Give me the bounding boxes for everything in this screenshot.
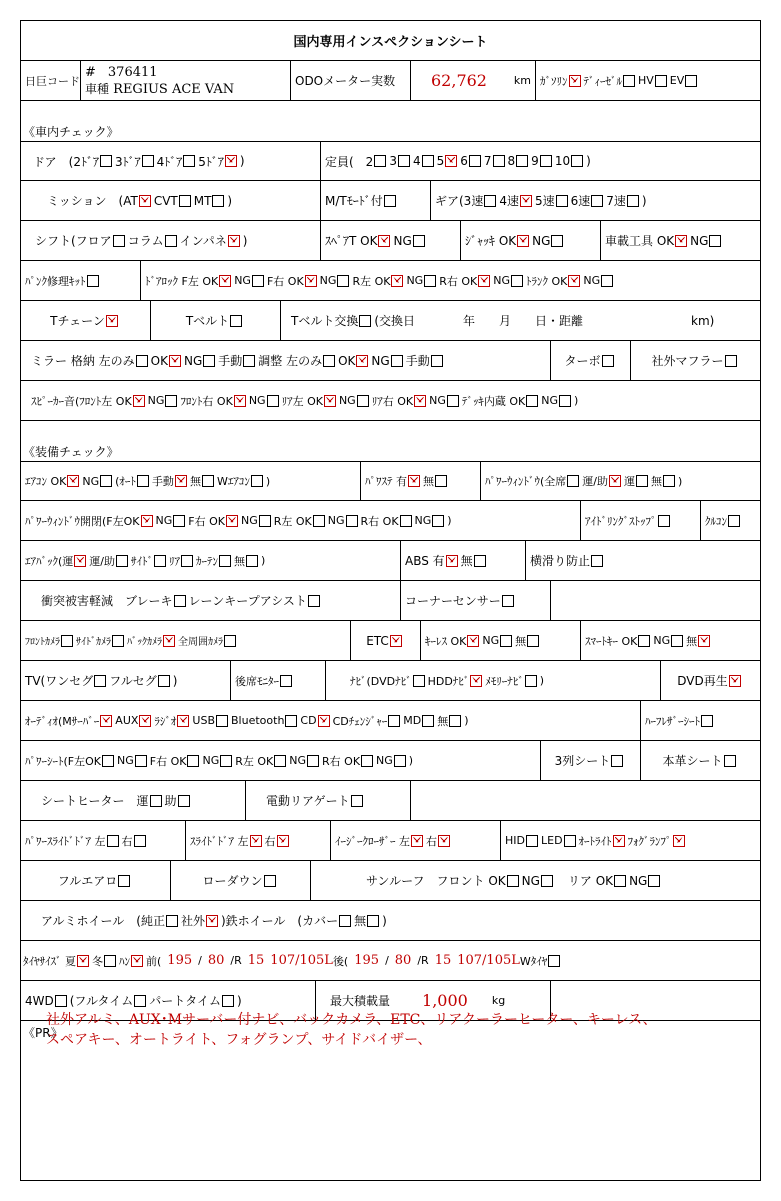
checkbox[interactable] (520, 195, 532, 207)
max-load-value: 1,000 (422, 991, 468, 1010)
checkbox[interactable] (277, 835, 289, 847)
checkbox[interactable] (602, 355, 614, 367)
checkbox[interactable] (591, 195, 603, 207)
checkbox[interactable] (339, 915, 351, 927)
page-title: 国内専用インスペクションシート (293, 35, 488, 50)
checkbox[interactable] (356, 355, 368, 367)
tyre-front-size: 195 (167, 953, 193, 968)
checkbox[interactable] (384, 195, 396, 207)
checkbox[interactable] (422, 715, 434, 727)
checkbox[interactable] (337, 275, 349, 287)
checkbox[interactable] (446, 555, 458, 567)
checkbox[interactable] (219, 555, 231, 567)
slide-row (21, 821, 760, 861)
checkbox[interactable] (527, 635, 539, 647)
fuel-hv-label: HV (638, 74, 654, 87)
checkbox[interactable] (541, 875, 553, 887)
tyre-rear-r: 15 (434, 953, 452, 968)
checkbox[interactable] (390, 635, 402, 647)
checkbox[interactable] (671, 635, 683, 647)
checkbox[interactable] (150, 795, 162, 807)
checkbox[interactable] (556, 195, 568, 207)
checkbox[interactable] (422, 155, 434, 167)
form-cell: ABS 有 無 (401, 541, 526, 580)
checkbox[interactable] (206, 915, 218, 927)
checkbox[interactable] (636, 475, 648, 487)
checkbox[interactable] (307, 755, 319, 767)
checkbox[interactable] (367, 915, 379, 927)
checkbox[interactable] (173, 515, 185, 527)
checkbox[interactable] (378, 235, 390, 247)
form-cell: 本革シート (641, 741, 760, 780)
form-cell: ﾊﾟﾜｰｽﾗｲﾄﾞﾄﾞｱ 左 右 (21, 821, 186, 860)
odo-unit: km (513, 74, 531, 87)
checkbox[interactable] (134, 835, 146, 847)
checkbox[interactable] (308, 595, 320, 607)
checkbox[interactable] (567, 475, 579, 487)
checkbox[interactable] (134, 995, 146, 1007)
checkbox[interactable] (424, 275, 436, 287)
form-cell: ドア (2ﾄﾞｱ 3ﾄﾞｱ 4ﾄﾞｱ 5ﾄﾞｱ ) (21, 142, 321, 180)
checkbox[interactable] (107, 835, 119, 847)
checkbox[interactable] (400, 515, 412, 527)
form-cell: シフト(フロア コラム インパネ ) (21, 221, 321, 260)
form-cell: ﾅﾋﾞ(DVDﾅﾋﾞ HDDﾅﾋﾞ ﾒﾓﾘｰﾅﾋﾞ ) (326, 661, 661, 700)
checkbox[interactable] (174, 595, 186, 607)
checkbox[interactable] (571, 155, 583, 167)
checkbox[interactable] (135, 755, 147, 767)
heater-row (21, 781, 760, 821)
checkbox[interactable] (318, 715, 330, 727)
form-cell: ｽﾏｰﾄｷｰ OK NG 無 (581, 621, 760, 660)
checkbox[interactable] (413, 235, 425, 247)
checkbox[interactable] (323, 355, 335, 367)
checkbox[interactable] (285, 715, 297, 727)
checkbox[interactable] (638, 635, 650, 647)
form-cell: コーナーセンサー (401, 581, 551, 620)
checkbox[interactable] (220, 755, 232, 767)
checkbox[interactable] (609, 475, 621, 487)
checkbox[interactable] (374, 155, 386, 167)
checkbox[interactable] (627, 195, 639, 207)
audio-row (21, 701, 760, 741)
checkbox[interactable] (484, 195, 496, 207)
checkbox[interactable] (139, 715, 151, 727)
checkbox[interactable] (74, 555, 86, 567)
form-cell: Tベルト交換 (交換日 年 月 日・距離 km) (291, 314, 715, 328)
checkbox[interactable] (212, 195, 224, 207)
checkbox[interactable] (663, 475, 675, 487)
checkbox[interactable] (177, 715, 189, 727)
header-row (21, 61, 760, 101)
form-cell: ギア(3速 4速 5速 6速 7速 ) (435, 193, 647, 208)
checkbox[interactable] (564, 835, 576, 847)
checkbox[interactable] (432, 515, 444, 527)
stock-number: 376411 (107, 64, 158, 80)
form-cell: ｼﾞｬｯｷ OK NG (461, 221, 601, 260)
checkbox[interactable] (540, 155, 552, 167)
form-cell (551, 581, 760, 620)
checkbox[interactable] (163, 635, 175, 647)
checkbox[interactable] (559, 395, 571, 407)
checkbox[interactable] (280, 675, 292, 687)
form-cell: Tベルト (151, 301, 281, 340)
checkbox[interactable] (67, 475, 79, 487)
form-cell: ｷｰﾚｽ OK NG 無 (421, 621, 581, 660)
tyre-front-r: 15 (247, 953, 265, 968)
form-cell: ターボ (551, 341, 631, 380)
checkbox[interactable] (724, 755, 736, 767)
form-cell: ﾊﾟﾜｽﾃ 有 無 (361, 462, 481, 500)
model-label: 車種 (85, 81, 110, 96)
checkbox[interactable] (112, 635, 124, 647)
checkbox[interactable] (61, 635, 73, 647)
checkbox[interactable] (391, 355, 403, 367)
checkbox[interactable] (222, 995, 234, 1007)
form-cell: ﾌﾛﾝﾄｶﾒﾗ ｻｲﾄﾞｶﾒﾗ ﾊﾞｯｸｶﾒﾗ 全周囲ｶﾒﾗ (21, 621, 351, 660)
checkbox[interactable] (601, 275, 613, 287)
checkbox[interactable] (511, 275, 523, 287)
shift-row (21, 221, 760, 261)
form-cell: ｱｲﾄﾞﾘﾝｸﾞｽﾄｯﾌﾟ (581, 501, 701, 540)
checkbox[interactable] (398, 155, 410, 167)
form-cell: フルエアロ (21, 861, 171, 900)
checkbox[interactable] (100, 715, 112, 727)
checkbox[interactable] (675, 235, 687, 247)
checkbox[interactable] (445, 155, 457, 167)
checkbox[interactable] (526, 835, 538, 847)
aero-row (21, 861, 760, 901)
checkbox[interactable] (729, 675, 741, 687)
form-cell: ｽﾗｲﾄﾞﾄﾞｱ 左 右 (186, 821, 331, 860)
checkbox[interactable] (154, 555, 166, 567)
checkbox[interactable] (701, 715, 713, 727)
checkbox[interactable] (118, 875, 130, 887)
odo-cell (411, 61, 536, 100)
odo-label: ODOメーター実数 (291, 61, 411, 100)
checkbox[interactable] (100, 155, 112, 167)
checkbox[interactable] (613, 835, 625, 847)
max-load-label: 最大積載量 (330, 994, 391, 1008)
form-cell: 社外マフラー (631, 341, 760, 380)
mission-row (21, 181, 760, 221)
form-cell: 3列シート (541, 741, 641, 780)
checkbox[interactable] (551, 235, 563, 247)
checkbox[interactable] (493, 155, 505, 167)
form-cell: ｵｰﾃﾞｨｵ(Mｻｰﾊﾞｰ AUX ﾗｼﾞｵ USB Bluetooth CD CDﾁｪﾝｼﾞｬｰ MD 無 ) (21, 701, 641, 740)
checkbox[interactable] (438, 835, 450, 847)
checkbox[interactable] (324, 395, 336, 407)
checkbox[interactable] (165, 395, 177, 407)
checkbox[interactable] (431, 355, 443, 367)
form-cell: ﾊﾟﾝｸ修理ｷｯﾄ (21, 261, 141, 300)
checkbox[interactable] (203, 355, 215, 367)
tyre-rear-size: 195 (354, 953, 380, 968)
wheel-row (21, 901, 760, 941)
checkbox[interactable] (166, 915, 178, 927)
pr-label: 《PR》 (23, 1026, 63, 1040)
checkbox[interactable] (474, 555, 486, 567)
code-label: 日巨コード (21, 61, 81, 100)
checkbox[interactable] (246, 555, 258, 567)
checkbox[interactable] (467, 635, 479, 647)
form-cell: HID LED ｵｰﾄﾗｲﾄ ﾌｫｸﾞﾗﾝﾌﾟ (501, 821, 760, 860)
checkbox[interactable] (264, 875, 276, 887)
checkbox[interactable] (611, 755, 623, 767)
fuel-gasoline-checkbox[interactable] (569, 75, 581, 87)
form-cell: 定員( 2 3 4 5 6 7 8 9 10 ) (325, 154, 591, 169)
checkbox[interactable] (500, 635, 512, 647)
model-name: REGIUS ACE VAN (113, 81, 235, 97)
tv-row (21, 661, 760, 701)
chain-row (21, 301, 760, 341)
checkbox[interactable] (414, 395, 426, 407)
checkbox[interactable] (142, 155, 154, 167)
checkbox[interactable] (449, 715, 461, 727)
form-cell: 車載工具 OK NG (601, 221, 760, 260)
checkbox[interactable] (104, 955, 116, 967)
section-interior: 《車内チェック》 (23, 125, 119, 139)
checkbox[interactable] (548, 955, 560, 967)
checkbox[interactable] (709, 235, 721, 247)
checkbox[interactable] (116, 555, 128, 567)
checkbox[interactable] (187, 755, 199, 767)
checkbox[interactable] (252, 275, 264, 287)
checkbox[interactable] (224, 635, 236, 647)
checkbox[interactable] (361, 755, 373, 767)
form-cell: ﾄﾞｱﾛｯｸ F左 OK NG F右 OK NG R左 OK NG R右 OK NG ﾄﾗﾝｸ OK NG (141, 261, 760, 300)
form-cell: DVD再生 (661, 661, 760, 700)
tyre-front-ratio: 80 (207, 953, 225, 968)
inspection-sheet (20, 20, 761, 1181)
checkbox[interactable] (516, 155, 528, 167)
checkbox[interactable] (526, 395, 538, 407)
section-equipment: 《装備チェック》 (23, 445, 119, 459)
checkbox[interactable] (179, 195, 191, 207)
checkbox[interactable] (87, 275, 99, 287)
checkbox[interactable] (502, 595, 514, 607)
checkbox[interactable] (250, 835, 262, 847)
form-cell: ミッション (AT CVT MT ) (21, 181, 321, 220)
form-cell: ﾀｲﾔｻｲｽﾞ 夏 冬 ﾊﾝ 前( 195 / 80 /R 15 107/105L 後( 195 / 80 /R 15 107/105L Wﾀｲﾔ (21, 941, 760, 980)
checkbox[interactable] (181, 555, 193, 567)
pseat-row (21, 741, 760, 781)
checkbox[interactable] (274, 755, 286, 767)
checkbox[interactable] (391, 275, 403, 287)
checkbox[interactable] (698, 635, 710, 647)
pr-text: 社外アルミ、AUX･Mサーバー付ナビ、バックカメラ、ETC、リアクーラーヒーター、キーレス、スペアキー、オートライト、フォグランプ、サイドバイザー、 (46, 1012, 657, 1048)
checkbox[interactable] (178, 795, 190, 807)
form-cell: サンルーフ フロント OK NG リア OK NG (311, 861, 760, 900)
checkbox[interactable] (568, 275, 580, 287)
checkbox[interactable] (55, 995, 67, 1007)
checkbox[interactable] (470, 675, 482, 687)
checkbox[interactable] (175, 475, 187, 487)
checkbox[interactable] (158, 675, 170, 687)
checkbox[interactable] (725, 355, 737, 367)
checkbox[interactable] (305, 275, 317, 287)
checkbox[interactable] (226, 515, 238, 527)
aircon-row (21, 461, 760, 501)
checkbox[interactable] (113, 235, 125, 247)
speaker-row (21, 381, 760, 421)
checkbox[interactable] (648, 875, 660, 887)
tyre-row (21, 941, 760, 981)
form-cell (411, 781, 760, 820)
num-prefix: # (85, 64, 96, 80)
checkbox[interactable] (169, 355, 181, 367)
mirror-row (21, 341, 760, 381)
checkbox[interactable] (139, 195, 151, 207)
camera-row (21, 621, 760, 661)
checkbox[interactable] (136, 355, 148, 367)
form-cell: TV(ワンセグ フルセグ ) (21, 661, 231, 700)
checkbox[interactable] (259, 515, 271, 527)
checkbox[interactable] (228, 235, 240, 247)
checkbox[interactable] (313, 515, 325, 527)
checkbox[interactable] (77, 955, 89, 967)
checkbox[interactable] (673, 835, 685, 847)
form-cell: ローダウン (171, 861, 311, 900)
checkbox[interactable] (346, 515, 358, 527)
checkbox[interactable] (388, 715, 400, 727)
fuel-diesel-label: ﾃﾞｨｰｾﾞﾙ (583, 74, 622, 88)
form-cell: ﾊﾟﾜｰｼｰﾄ(F左OK NG F右 OK NG R左 OK NG R右 OK NG ) (21, 741, 541, 780)
checkbox[interactable] (478, 275, 490, 287)
title-row (21, 21, 760, 61)
fuel-cell (536, 61, 760, 100)
checkbox[interactable] (507, 875, 519, 887)
checkbox[interactable] (517, 235, 529, 247)
form-cell: ETC (351, 621, 421, 660)
checkbox[interactable] (183, 155, 195, 167)
airbag-row (21, 541, 760, 581)
form-cell: 後席ﾓﾆﾀｰ (231, 661, 326, 700)
form-cell: ﾊﾟﾜｰｳｨﾝﾄﾞｳ(全席 運/助 運 無 ) (485, 474, 683, 488)
checkbox[interactable] (251, 475, 263, 487)
form-cell: ｽﾍﾟｱT OK NG (321, 221, 461, 260)
checkbox[interactable] (94, 675, 106, 687)
checkbox[interactable] (435, 475, 447, 487)
checkbox[interactable] (394, 755, 406, 767)
fuel-ev-label: EV (669, 74, 685, 87)
form-cell: Tチェーン (21, 301, 151, 340)
checkbox[interactable] (102, 755, 114, 767)
checkbox[interactable] (658, 515, 670, 527)
checkbox[interactable] (131, 955, 143, 967)
vehicle-id (81, 61, 291, 100)
form-cell: ﾊｰﾌﾚｻﾞｰｼｰﾄ (641, 701, 760, 740)
form-cell: ｴｱｺﾝ OK NG (ｵｰﾄ 手動 無 Wｴｱｺﾝ ) (21, 462, 361, 500)
checkbox[interactable] (728, 515, 740, 527)
checkbox[interactable] (216, 715, 228, 727)
form-cell: ｲｰｼﾞｰｸﾛｰｻﾞｰ 左 右 (331, 821, 501, 860)
form-cell: M/Tﾓｰﾄﾞ付 (321, 181, 431, 220)
checkbox[interactable] (267, 395, 279, 407)
checkbox[interactable] (100, 475, 112, 487)
form-cell: ｽﾋﾟｰｶｰ音(ﾌﾛﾝﾄ左 OK NG ﾌﾛﾝﾄ右 OK NG ﾘｱ左 OK NG ﾘｱ右 OK NG ﾃﾞｯｷ内蔵 OK NG ) (31, 394, 579, 408)
form-cell: ﾊﾟﾜｰｳｨﾝﾄﾞｳ開閉(F左OK NG F右 OK NG R左 OK NG R右 OK NG ) (21, 501, 581, 540)
checkbox[interactable] (219, 275, 231, 287)
form-cell: シートヒーター 運 助 (21, 781, 246, 820)
checkbox[interactable] (447, 395, 459, 407)
checkbox[interactable] (202, 475, 214, 487)
pw-row (21, 501, 760, 541)
checkbox[interactable] (591, 555, 603, 567)
fuel-hv-checkbox[interactable] (655, 75, 667, 87)
collision-row (21, 581, 760, 621)
checkbox[interactable] (359, 315, 371, 327)
checkbox[interactable] (614, 875, 626, 887)
checkbox[interactable] (357, 395, 369, 407)
form-cell: 横滑り防止 (526, 541, 760, 580)
checkbox[interactable] (408, 475, 420, 487)
checkbox[interactable] (234, 395, 246, 407)
checkbox[interactable] (225, 155, 237, 167)
fuel-gasoline-label: ｶﾞｿﾘﾝ (540, 74, 568, 88)
checkbox[interactable] (133, 395, 145, 407)
checkbox[interactable] (230, 315, 242, 327)
checkbox[interactable] (106, 315, 118, 327)
tyre-rear-ratio: 80 (394, 953, 412, 968)
checkbox[interactable] (411, 835, 423, 847)
tyre-front-load: 107/105L (270, 953, 333, 968)
fuel-ev-checkbox[interactable] (685, 75, 697, 87)
form-cell: 4WD (フルタイム パートタイム ) (21, 981, 316, 1020)
checkbox[interactable] (243, 355, 255, 367)
max-load-unit: kg (491, 994, 506, 1007)
form-cell: ｴｱﾊﾞｯｸ(運 運/助 ｻｲﾄﾞ ﾘｱ ｶｰﾃﾝ 無 ) (21, 541, 401, 580)
fuel-diesel-checkbox[interactable] (623, 75, 635, 87)
checkbox[interactable] (165, 235, 177, 247)
door-row (21, 141, 760, 181)
checkbox[interactable] (413, 675, 425, 687)
form-cell: ｸﾙｺﾝ (701, 501, 760, 540)
lock-row (21, 261, 760, 301)
form-cell: アルミホイール (純正 社外 )鉄ホイール (カバー 無 ) (41, 913, 387, 928)
checkbox[interactable] (137, 475, 149, 487)
odo-value: 62,762 (431, 71, 487, 90)
form-cell: 電動リアゲート (246, 781, 411, 820)
tyre-rear-load: 107/105L (457, 953, 520, 968)
checkbox[interactable] (525, 675, 537, 687)
checkbox[interactable] (141, 515, 153, 527)
checkbox[interactable] (351, 795, 363, 807)
form-cell: ミラー 格納 左のみ OK NG 手動 調整 左のみ OK NG 手動 (21, 341, 551, 380)
form-cell: 衝突被害軽減 ブレーキ レーンキープアシスト (21, 581, 401, 620)
checkbox[interactable] (469, 155, 481, 167)
